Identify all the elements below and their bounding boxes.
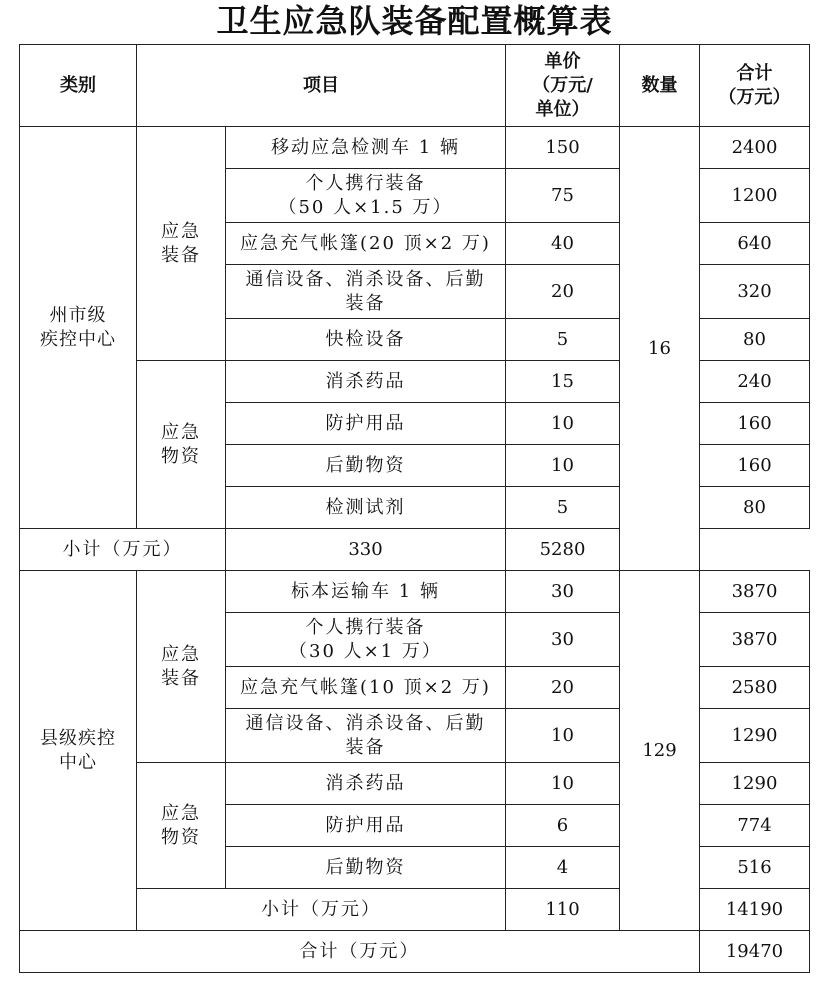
item-cell: 后勤物资 bbox=[226, 445, 506, 487]
item-cell: 移动应急检测车 1 辆 bbox=[226, 127, 506, 169]
header-row bbox=[20, 45, 810, 127]
subtotal-price: 110 bbox=[506, 889, 620, 931]
group-label-cell: 应急 物资 bbox=[137, 763, 226, 889]
total-cell: 1200 bbox=[700, 169, 810, 223]
price-cell: 15 bbox=[506, 361, 620, 403]
category-cell: 县级疾控 中心 bbox=[20, 571, 137, 931]
header-unit-price: 单价 （万元/ 单位） bbox=[506, 45, 620, 127]
total-cell: 2400 bbox=[700, 127, 810, 169]
item-cell: 后勤物资 bbox=[226, 847, 506, 889]
total-cell: 320 bbox=[700, 265, 810, 319]
item-cell: 通信设备、消杀设备、后勤 装备 bbox=[226, 265, 506, 319]
header-category: 类别 bbox=[20, 45, 137, 127]
group-label-cell: 应急 装备 bbox=[137, 127, 226, 361]
item-cell: 个人携行装备 （30 人×1 万） bbox=[226, 613, 506, 667]
quantity-cell: 16 bbox=[620, 127, 700, 571]
item-cell: 快检设备 bbox=[226, 319, 506, 361]
price-cell: 5 bbox=[506, 487, 620, 529]
price-cell: 4 bbox=[506, 847, 620, 889]
price-cell: 150 bbox=[506, 127, 620, 169]
subtotal-total: 14190 bbox=[700, 889, 810, 931]
budget-table bbox=[19, 44, 810, 973]
total-cell: 516 bbox=[700, 847, 810, 889]
price-cell: 5 bbox=[506, 319, 620, 361]
total-cell: 1290 bbox=[700, 763, 810, 805]
total-cell: 80 bbox=[700, 487, 810, 529]
table-row bbox=[20, 127, 810, 169]
item-cell: 防护用品 bbox=[226, 403, 506, 445]
item-cell: 通信设备、消杀设备、后勤 装备 bbox=[226, 709, 506, 763]
price-cell: 10 bbox=[506, 445, 620, 487]
subtotal-label: 小计（万元） bbox=[137, 889, 506, 931]
header-quantity: 数量 bbox=[620, 45, 700, 127]
price-cell: 20 bbox=[506, 265, 620, 319]
category-cell: 州市级 疾控中心 bbox=[20, 127, 137, 529]
group-label-cell: 应急 装备 bbox=[137, 571, 226, 763]
price-cell: 20 bbox=[506, 667, 620, 709]
price-cell: 40 bbox=[506, 223, 620, 265]
group-label-cell: 应急 物资 bbox=[137, 361, 226, 529]
header-item: 项目 bbox=[137, 45, 506, 127]
grand-total-label: 合计（万元） bbox=[20, 931, 700, 973]
header-total: 合计 （万元） bbox=[700, 45, 810, 127]
total-cell: 160 bbox=[700, 403, 810, 445]
total-cell: 3870 bbox=[700, 613, 810, 667]
price-cell: 30 bbox=[506, 613, 620, 667]
subtotal-total: 5280 bbox=[506, 529, 620, 571]
quantity-cell: 129 bbox=[620, 571, 700, 931]
grand-total-row bbox=[20, 931, 810, 973]
table-row bbox=[20, 571, 810, 613]
price-cell: 6 bbox=[506, 805, 620, 847]
total-cell: 1290 bbox=[700, 709, 810, 763]
total-cell: 160 bbox=[700, 445, 810, 487]
item-cell: 防护用品 bbox=[226, 805, 506, 847]
item-cell: 消杀药品 bbox=[226, 361, 506, 403]
grand-total-value: 19470 bbox=[700, 931, 810, 973]
page-title: 卫生应急队装备配置概算表 bbox=[216, 2, 613, 40]
total-cell: 2580 bbox=[700, 667, 810, 709]
subtotal-price: 330 bbox=[226, 529, 506, 571]
total-cell: 774 bbox=[700, 805, 810, 847]
price-cell: 10 bbox=[506, 403, 620, 445]
item-cell: 检测试剂 bbox=[226, 487, 506, 529]
price-cell: 30 bbox=[506, 571, 620, 613]
price-cell: 75 bbox=[506, 169, 620, 223]
subtotal-label: 小计（万元） bbox=[20, 529, 226, 571]
item-cell: 应急充气帐篷(20 顶×2 万) bbox=[226, 223, 506, 265]
price-cell: 10 bbox=[506, 709, 620, 763]
item-cell: 应急充气帐篷(10 顶×2 万) bbox=[226, 667, 506, 709]
total-cell: 80 bbox=[700, 319, 810, 361]
item-cell: 个人携行装备 （50 人×1.5 万） bbox=[226, 169, 506, 223]
total-cell: 640 bbox=[700, 223, 810, 265]
item-cell: 标本运输车 1 辆 bbox=[226, 571, 506, 613]
price-cell: 10 bbox=[506, 763, 620, 805]
total-cell: 240 bbox=[700, 361, 810, 403]
item-cell: 消杀药品 bbox=[226, 763, 506, 805]
total-cell: 3870 bbox=[700, 571, 810, 613]
